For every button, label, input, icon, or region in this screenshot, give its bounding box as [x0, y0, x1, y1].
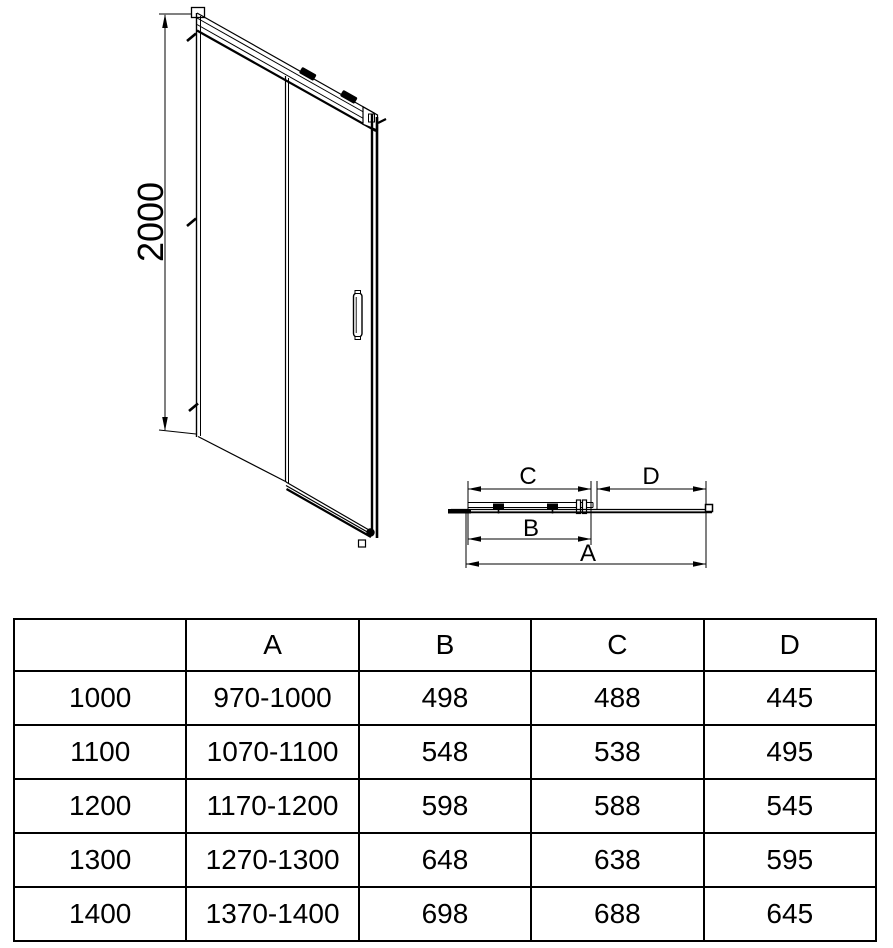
bottom-rail	[198, 437, 375, 548]
dimension-b	[468, 515, 591, 542]
handle-cap	[355, 291, 361, 294]
cell-c: 488	[531, 671, 703, 725]
wall-bracket-tick	[187, 34, 196, 42]
dim-a-label: A	[579, 540, 597, 567]
door-handle	[354, 291, 363, 340]
cell-b: 598	[359, 779, 531, 833]
cell-size: 1300	[14, 833, 186, 887]
table-header-b: B	[359, 619, 531, 671]
cell-d: 645	[704, 887, 876, 941]
handle-cap	[355, 337, 361, 340]
cell-c: 538	[531, 725, 703, 779]
dimension-c	[468, 463, 591, 492]
cell-d: 545	[704, 779, 876, 833]
left-wall-profile	[187, 8, 205, 438]
arrowhead-right	[578, 486, 591, 492]
cell-size: 1100	[14, 725, 186, 779]
rail-end-cap	[366, 528, 374, 536]
cell-a: 1370-1400	[186, 887, 358, 941]
cell-b: 498	[359, 671, 531, 725]
end-cap-plan	[706, 505, 713, 512]
cell-c: 638	[531, 833, 703, 887]
table-header-row	[14, 619, 876, 671]
cell-d: 595	[704, 833, 876, 887]
arrowhead-up	[162, 14, 168, 28]
cell-size: 1000	[14, 671, 186, 725]
table-row	[14, 671, 876, 725]
roller-carriage	[299, 67, 317, 81]
arrowhead-left	[466, 561, 479, 567]
rail-line	[287, 489, 372, 537]
arrowhead-down	[162, 417, 168, 431]
wall-bracket-tick	[187, 219, 196, 227]
arrowhead-left	[597, 486, 610, 492]
table-row	[14, 725, 876, 779]
cell-d: 495	[704, 725, 876, 779]
cell-a: 1170-1200	[186, 779, 358, 833]
cell-b: 548	[359, 725, 531, 779]
table-header-a: A	[186, 619, 358, 671]
height-dimension	[130, 14, 196, 434]
cell-size: 1200	[14, 779, 186, 833]
floor-guide	[359, 540, 366, 547]
cell-b: 698	[359, 887, 531, 941]
dimension-a	[466, 540, 706, 567]
cell-d: 445	[704, 671, 876, 725]
table-row	[14, 833, 876, 887]
roller-plan	[547, 504, 558, 510]
arrowhead-left	[468, 486, 481, 492]
dim-c-label: C	[519, 463, 537, 490]
cell-c: 588	[531, 779, 703, 833]
glass-bottom-edge	[198, 437, 287, 483]
cell-a: 1070-1100	[186, 725, 358, 779]
table-row	[14, 779, 876, 833]
dimension-d	[597, 463, 706, 492]
top-track	[197, 13, 386, 131]
track-line	[197, 31, 376, 132]
table-row	[14, 887, 876, 941]
rail-line	[286, 486, 370, 534]
cell-a: 970-1000	[186, 671, 358, 725]
table-header-d: D	[704, 619, 876, 671]
size-table	[13, 618, 877, 942]
right-frame-profile	[372, 114, 377, 538]
arrowhead-left	[468, 536, 481, 542]
dim-b-label: B	[522, 515, 540, 542]
table-header-blank	[14, 619, 186, 671]
wall-bracket-tick	[378, 119, 386, 123]
arrowhead-right	[693, 486, 706, 492]
handle-bar	[354, 293, 363, 337]
table-header-c: C	[531, 619, 703, 671]
roller-plan	[493, 504, 504, 510]
dim-d-label: D	[642, 463, 660, 490]
cell-a: 1270-1300	[186, 833, 358, 887]
cell-b: 648	[359, 833, 531, 887]
front-elevation-view	[130, 8, 386, 548]
rail-line	[286, 482, 369, 530]
roller-carriage	[340, 90, 358, 104]
cell-size: 1400	[14, 887, 186, 941]
wall-profile-plan	[448, 509, 471, 514]
dim-extension-line	[159, 430, 196, 434]
cell-c: 688	[531, 887, 703, 941]
panel-division	[286, 76, 289, 483]
arrowhead-right	[693, 561, 706, 567]
height-dimension-label: 2000	[130, 181, 171, 263]
plan-view	[448, 463, 713, 568]
